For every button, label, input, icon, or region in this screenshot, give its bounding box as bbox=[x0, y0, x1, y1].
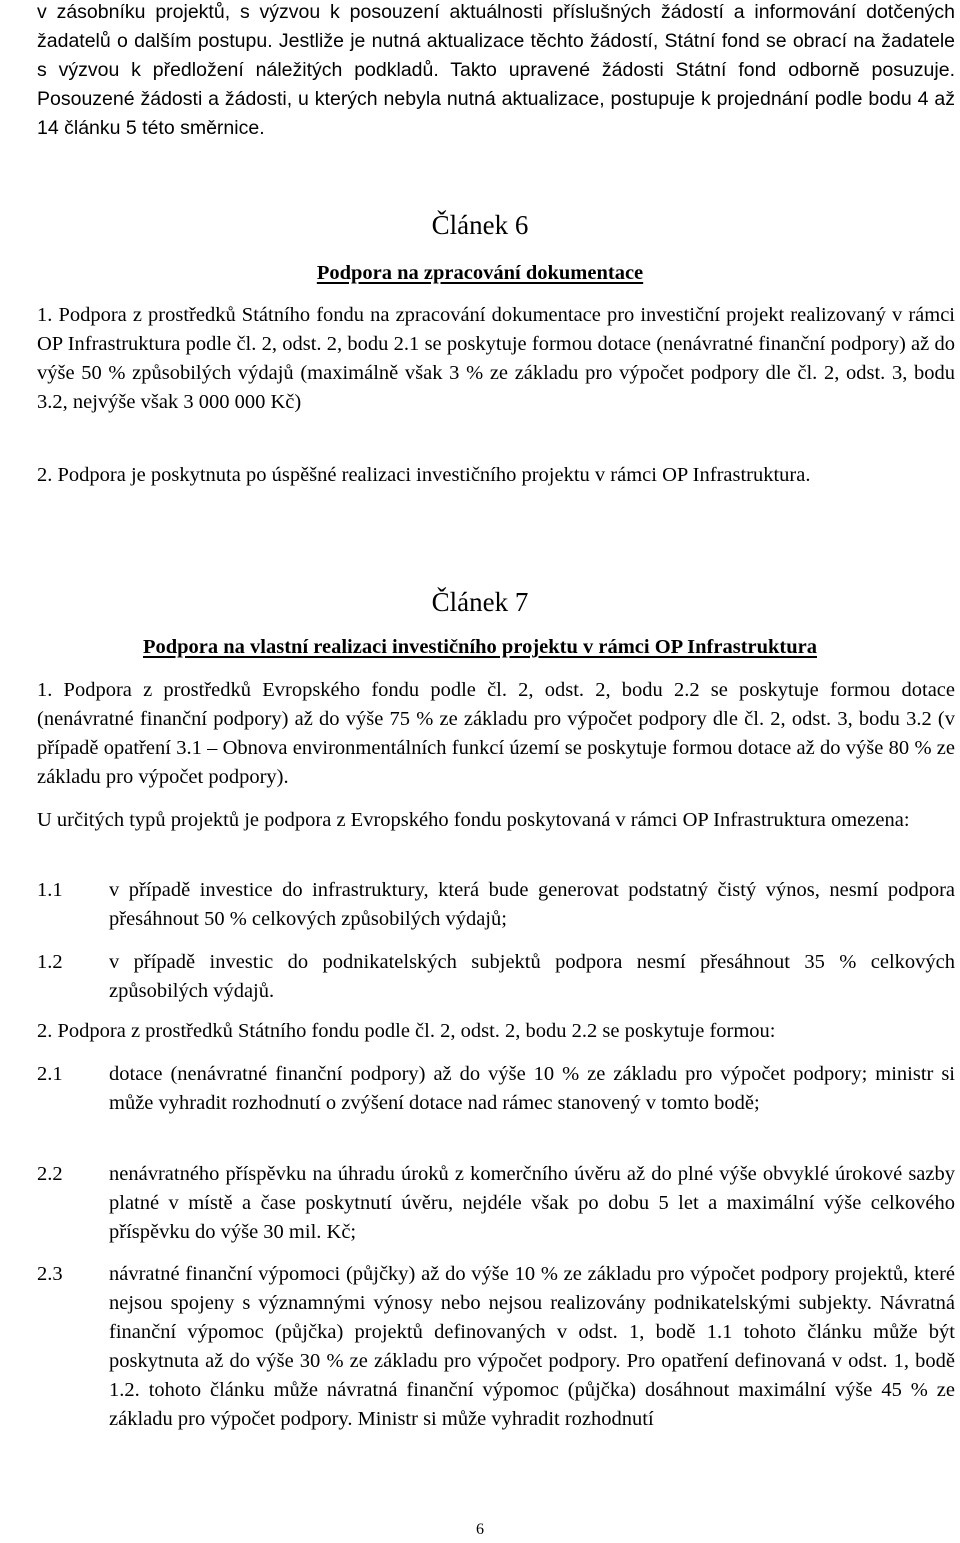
page-number: 6 bbox=[476, 1521, 484, 1538]
article-6-paragraph-1: 1. Podpora z prostředků Státního fondu na zpracování dokumentace pro investiční projekt realizovaný v rámci OP Infrastruktura podle čl. 2, odst. 2, bodu 2.1 se poskytuje formou dotace (nenávratné finanční podpory) až do výše 50 % způsobilých výdajů (maximálně však 3 % ze základu pro výpočet podpory dle čl. 2, odst. 3, bodu 3.2, nejvýše však 3 000 000 Kč) bbox=[37, 304, 955, 413]
list-item bbox=[37, 1060, 955, 1118]
list-item-text: nenávratného příspěvku na úhradu úroků z komerčního úvěru až do plné výše obvyklé úrokové sazby platné v místě a čase poskytnutí úvěru, nejdéle však po dobu 5 let a maximální výše celkového příspěvku do výše 30 mil. Kč; bbox=[109, 1163, 955, 1243]
intro-paragraph: v zásobníku projektů, s výzvou k posouzení aktuálnosti příslušných žádostí a informování dotčených žadatelů o dalším postupu. Jestliže je nutná aktualizace těchto žádostí, Státní fond se obrací na žadatele s výzvou k předložení náležitých podkladů. Takto upravené žádosti Státní fond odborně posuzuje. Posouzené žádosti a žádosti, u kterých nebyla nutná aktualizace, postupuje k projednání podle bodu 4 až 14 článku 5 této směrnice. bbox=[37, 1, 955, 139]
article-6-title: Článek 6 bbox=[431, 210, 529, 240]
article-6-subtitle: Podpora na zpracování dokumentace bbox=[316, 262, 644, 284]
list-item-number: 1.1 bbox=[37, 879, 63, 901]
list-item-number: 2.1 bbox=[37, 1063, 63, 1085]
list-item bbox=[37, 876, 955, 934]
list-item bbox=[37, 948, 955, 1006]
article-7-subtitle: Podpora na vlastní realizaci investičního projektu v rámci OP Infrastruktura bbox=[142, 636, 818, 658]
list-item-text: dotace (nenávratné finanční podpory) až do výše 10 % ze základu pro výpočet podpory; ministr si může vyhradit rozhodnutí o zvýšení dotace nad rámec stanovený v tomto bodě; bbox=[109, 1063, 955, 1114]
list-item-number: 2.3 bbox=[37, 1263, 63, 1285]
article-6-paragraph-2: 2. Podpora je poskytnuta po úspěšné realizaci investičního projektu v rámci OP Infrastruktura. bbox=[37, 464, 811, 486]
list-item-number: 1.2 bbox=[37, 951, 63, 973]
list-item bbox=[37, 1260, 955, 1434]
list-item-number: 2.2 bbox=[37, 1163, 63, 1185]
list-item-text: v případě investice do infrastruktury, která bude generovat podstatný čistý výnos, nesmí podpora přesáhnout 50 % celkových způsobilých výdajů; bbox=[109, 879, 955, 930]
article-7-paragraph-2: 2. Podpora z prostředků Státního fondu podle čl. 2, odst. 2, bodu 2.2 se poskytuje formou: bbox=[37, 1020, 776, 1042]
article-7-paragraph-1: 1. Podpora z prostředků Evropského fondu podle čl. 2, odst. 2, bodu 2.2 se poskytuje formou dotace (nenávratné finanční podpory) až do výše 75 % ze základu pro výpočet podpory dle čl. 2, odst. 3, bodu 3.2 (v případě opatření 3.1 – Obnova environmentálních funkcí území se poskytuje formou dotace až do výše 80 % ze základu pro výpočet podpory). bbox=[37, 679, 955, 788]
article-7-limit-paragraph: U určitých typů projektů je podpora z Evropského fondu poskytovaná v rámci OP Infrastruktura omezena: bbox=[37, 809, 910, 831]
list-item-text: v případě investic do podnikatelských subjektů podpora nesmí přesáhnout 35 % celkových způsobilých výdajů. bbox=[109, 951, 955, 1002]
article-7-title: Článek 7 bbox=[431, 587, 529, 617]
list-item bbox=[37, 1160, 955, 1247]
list-item-text: návratné finanční výpomoci (půjčky) až do výše 10 % ze základu pro výpočet podpory projektů, které nejsou spojeny s významnými výnosy nebo nejsou realizovány podnikatelskými subjekty. Návratná finanční výpomoc (půjčka) projektů definovaných v odst. 1, bodě 1.1 tohoto článku může být poskytnuta až do výše 30 % ze základu pro výpočet podpory. Pro opatření definovaná v odst. 1, bodě 1.2. tohoto článku může návratná finanční výpomoc (půjčka) dosáhnout maximální výše 45 % ze základu pro výpočet podpory. Ministr si může vyhradit rozhodnutí bbox=[109, 1263, 955, 1430]
